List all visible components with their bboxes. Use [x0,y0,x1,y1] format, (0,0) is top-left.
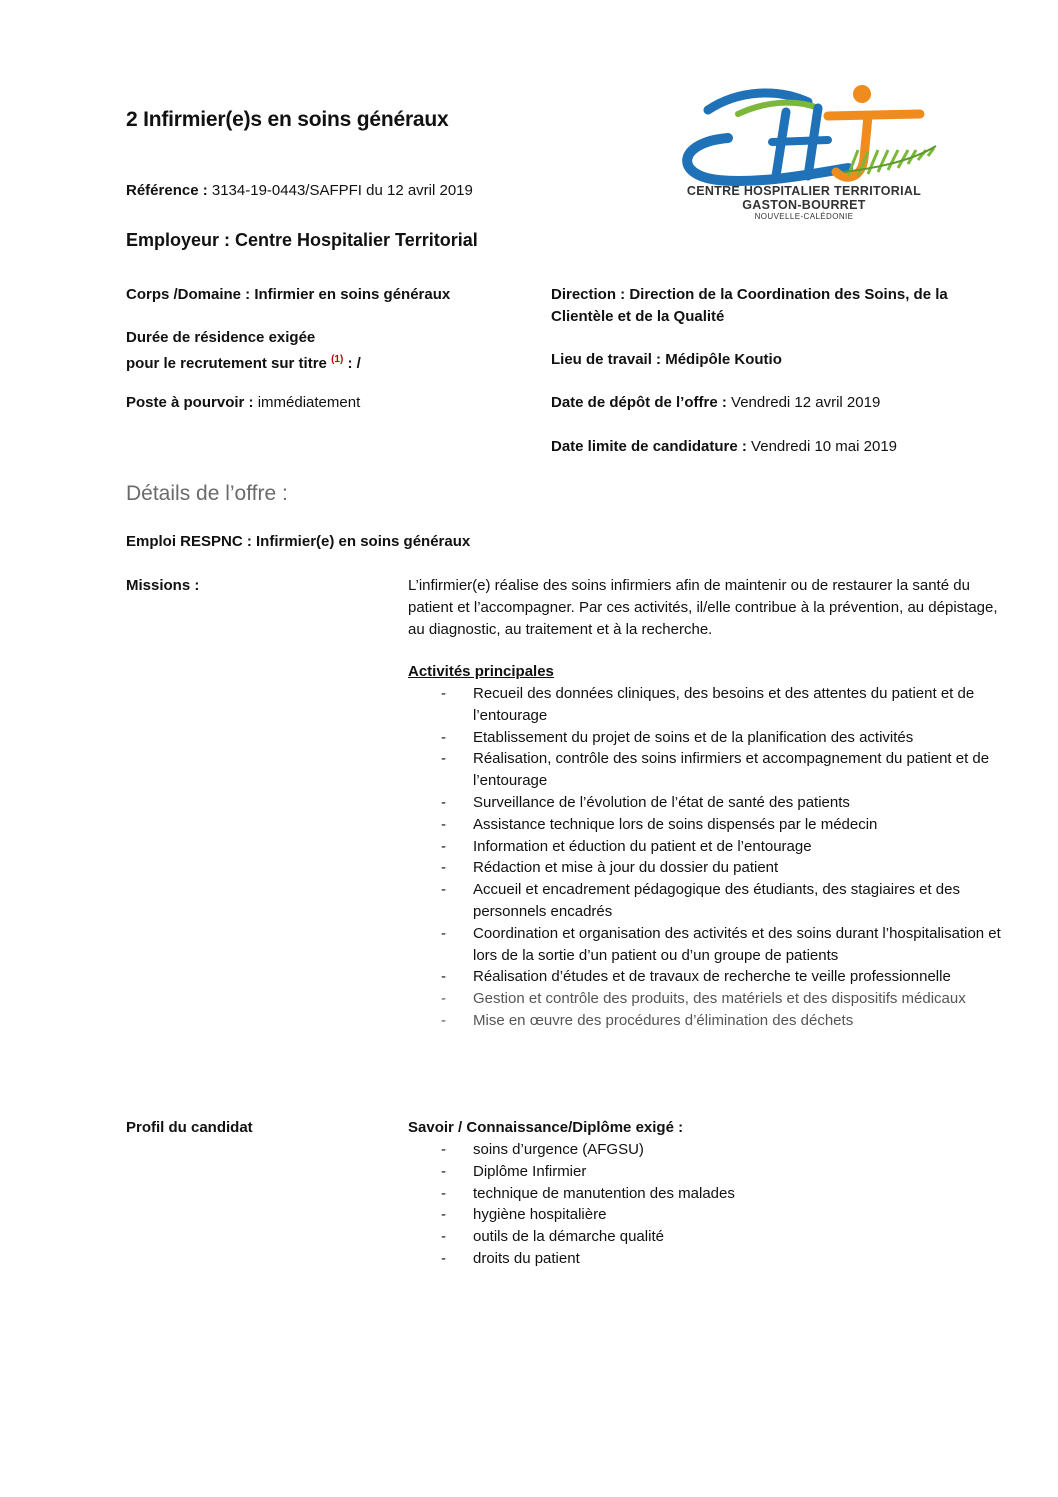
emploi-respnc: Emploi RESPNC : Infirmier(e) en soins généraux [126,533,471,550]
list-item: - Etablissement du projet de soins et de la planification des activités [408,727,1008,749]
list-item: - Information et éduction du patient et de l’entourage [408,836,1008,858]
reference-line [126,180,473,202]
activities-heading: Activités principales [408,663,554,680]
list-item: - Réalisation d’études et de travaux de recherche te veille professionnelle [408,966,1008,988]
date-limite [551,436,897,458]
direction-line1: Direction : Direction de la Coordination des Soins, de la [551,286,948,303]
duree-residence-line2 [126,349,361,375]
list-item: - Mise en œuvre des procédures d’élimination des déchets [408,1010,1008,1032]
poste-value: immédiatement [253,394,361,411]
duree-residence-tail: : / [343,355,361,372]
corps-domaine: Corps /Domaine : Infirmier en soins généraux [126,286,451,303]
logo-line-1: CENTRE HOSPITALIER TERRITORIAL [686,184,922,198]
list-item: - Réalisation, contrôle des soins infirmiers et accompagnement du patient et de l’entourage [408,748,1008,792]
savoir-heading: Savoir / Connaissance/Diplôme exigé : [408,1119,684,1136]
list-item: - technique de manutention des malades [408,1183,1008,1205]
list-item: - Accueil et encadrement pédagogique des étudiants, des stagiaires et des personnels encadrés [408,879,1008,923]
logo-line-3: NOUVELLE-CALÉDONIE [754,212,854,221]
missions-text: L’infirmier(e) réalise des soins infirmiers afin de maintenir ou de restaurer la santé du patient et l’accompagner. Par ces activités, il/elle contribue à la prévention, au dépistage, au diagnostic, au traitement et à la recherche. [408,577,998,638]
list-item: - Rédaction et mise à jour du dossier du patient [408,857,1008,879]
list-item: - hygiène hospitalière [408,1204,1008,1226]
list-item: - Assistance technique lors de soins dispensés par le médecin [408,814,1008,836]
list-item: - soins d’urgence (AFGSU) [408,1139,1008,1161]
reference-value: 3134-19-0443/SAFPFI du 12 avril 2019 [207,182,473,199]
details-heading: Détails de l’offre : [126,482,288,505]
missions-label: Missions : [126,577,200,594]
date-depot-value: Vendredi 12 avril 2019 [726,394,881,411]
date-depot [551,392,880,414]
logo-line-2: GASTON-BOURRET [742,198,866,212]
lieu-de-travail: Lieu de travail : Médipôle Koutio [551,351,782,368]
date-limite-value: Vendredi 10 mai 2019 [746,438,898,455]
poste-a-pourvoir [126,392,360,414]
savoir-list [408,1139,1008,1270]
list-item: - Diplôme Infirmier [408,1161,1008,1183]
list-item: - Gestion et contrôle des produits, des matériels et des dispositifs médicaux [408,988,1008,1010]
list-item: - outils de la démarche qualité [408,1226,1008,1248]
duree-residence-text: pour le recrutement sur titre [126,355,332,372]
profil-label: Profil du candidat [126,1119,253,1136]
page-title: 2 Infirmier(e)s en soins généraux [126,108,449,131]
list-item: - droits du patient [408,1248,1008,1270]
duree-residence-line1: Durée de résidence exigée [126,329,316,346]
reference-label: Référence : [126,182,208,199]
date-depot-label: Date de dépôt de l’offre : [551,394,727,411]
footnote-marker: (1) [331,354,344,365]
list-item: - Surveillance de l’évolution de l’état de santé des patients [408,792,1008,814]
list-item: - Recueil des données cliniques, des besoins et des attentes du patient et de l’entourage [408,683,1008,727]
employeur: Employeur : Centre Hospitalier Territorial [126,230,478,250]
poste-label: Poste à pourvoir : [126,394,254,411]
date-limite-label: Date limite de candidature : [551,438,747,455]
activities-list [408,683,1008,1032]
list-item: - Coordination et organisation des activités et des soins durant l’hospitalisation et lors de la sortie d’un patient ou d’un groupe de patients [408,923,1008,967]
direction-line2: Clientèle et de la Qualité [551,308,725,325]
